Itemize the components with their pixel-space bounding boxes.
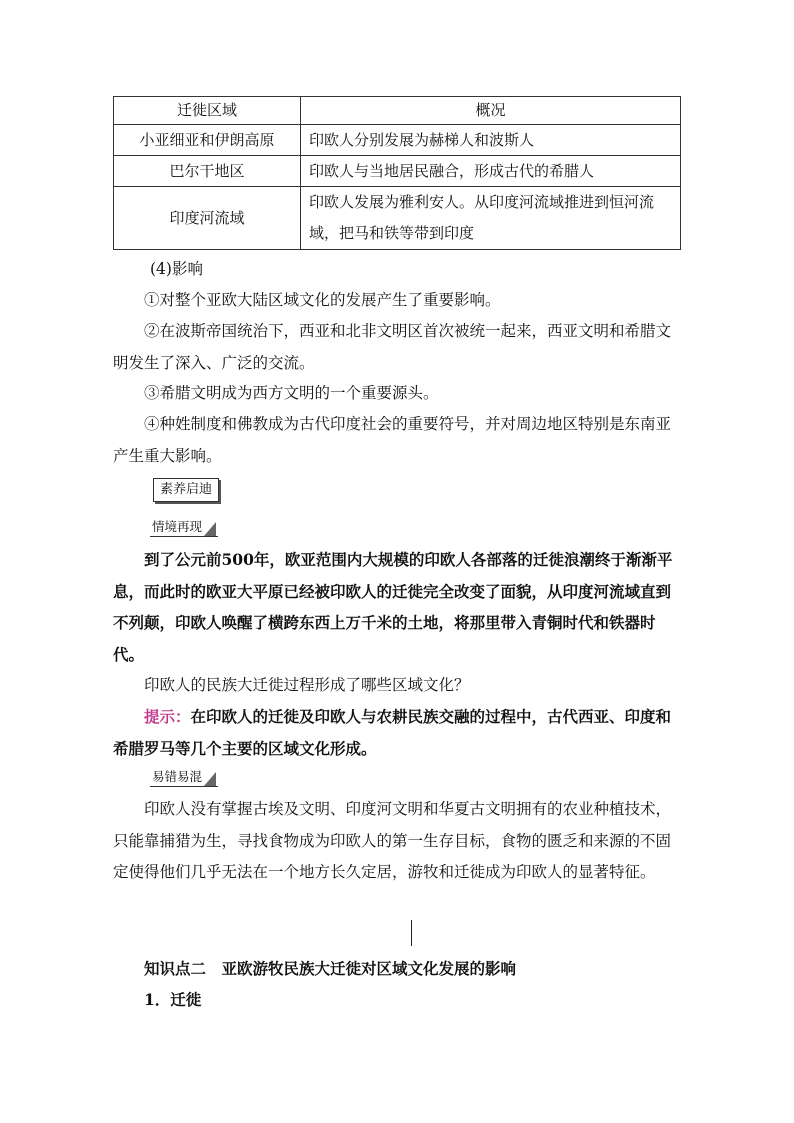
table-cell-desc: 印欧人发展为雅利安人。从印度河流域推进到恒河流域，把马和铁等带到印度 (301, 187, 681, 250)
table-cell-region: 小亚细亚和伊朗高原 (114, 125, 301, 156)
confusion-text: 印欧人没有掌握古埃及文明、印度河文明和华夏古文明拥有的农业种植技术，只能靠捕猎为生，寻找食物成为印欧人的第一生存目标，食物的匮乏和来源的不固定使得他们几乎无法在一个地方长久定居，游牧和迁徙成为印欧人的显著特征。 (113, 800, 672, 881)
scenario-text: 到了公元前500年，欧亚范围内大规模的印欧人各部落的迁徙浪潮终于渐渐平息，而此时的欧亚大平原已经被印欧人的迁徙完全改变了面貌，从印度河流域直到不列颠，印欧人唤醒了横跨东西上万千米的土地，将那里带入青铜时代和铁器时代。 (113, 550, 673, 664)
table-header-row (114, 97, 681, 125)
influence-item-4: ④种姓制度和佛教成为古代印度社会的重要符号，并对周边地区特别是东南亚产生重大影响。 (113, 415, 672, 465)
table-cell-region: 巴尔干地区 (114, 156, 301, 187)
divider-line (411, 920, 412, 946)
influence-item-3: ③希腊文明成为西方文明的一个重要源头。 (144, 384, 439, 402)
table-header-overview: 概况 (301, 97, 681, 125)
scenario-question: 印欧人的民族大迁徙过程形成了哪些区域文化？ (144, 676, 470, 694)
influence-heading: (4)影响 (150, 260, 203, 278)
table-row (114, 187, 681, 250)
section-badge: 素养启迪 (153, 478, 219, 502)
knowledge-sub: 1．迁徙 (144, 990, 202, 1009)
table-cell-region: 印度河流域 (114, 187, 301, 250)
knowledge-title: 知识点二 亚欧游牧民族大迁徙对区域文化发展的影响 (144, 959, 517, 978)
table-cell-desc: 印欧人与当地居民融合，形成古代的希腊人 (301, 156, 681, 187)
confusion-tag: 易错易混 (150, 768, 218, 787)
scenario-hint (113, 701, 681, 764)
influence-item-1: ①对整个亚欧大陆区域文化的发展产生了重要影响。 (144, 291, 501, 309)
table-row (114, 156, 681, 187)
table-header-region: 迁徙区域 (114, 97, 301, 125)
table-cell-desc: 印欧人分别发展为赫梯人和波斯人 (301, 125, 681, 156)
migration-table (113, 96, 681, 250)
hint-label: 提示： (144, 707, 191, 726)
influence-item-2: ②在波斯帝国统治下，西亚和北非文明区首次被统一起来，西亚文明和希腊文明发生了深入、广泛的交流。 (113, 322, 672, 372)
scenario-tag: 情境再现 (150, 518, 218, 537)
hint-text: 在印欧人的迁徙及印欧人与农耕民族交融的过程中，古代西亚、印度和希腊罗马等几个主要的区域文化形成。 (113, 707, 672, 758)
table-row (114, 125, 681, 156)
